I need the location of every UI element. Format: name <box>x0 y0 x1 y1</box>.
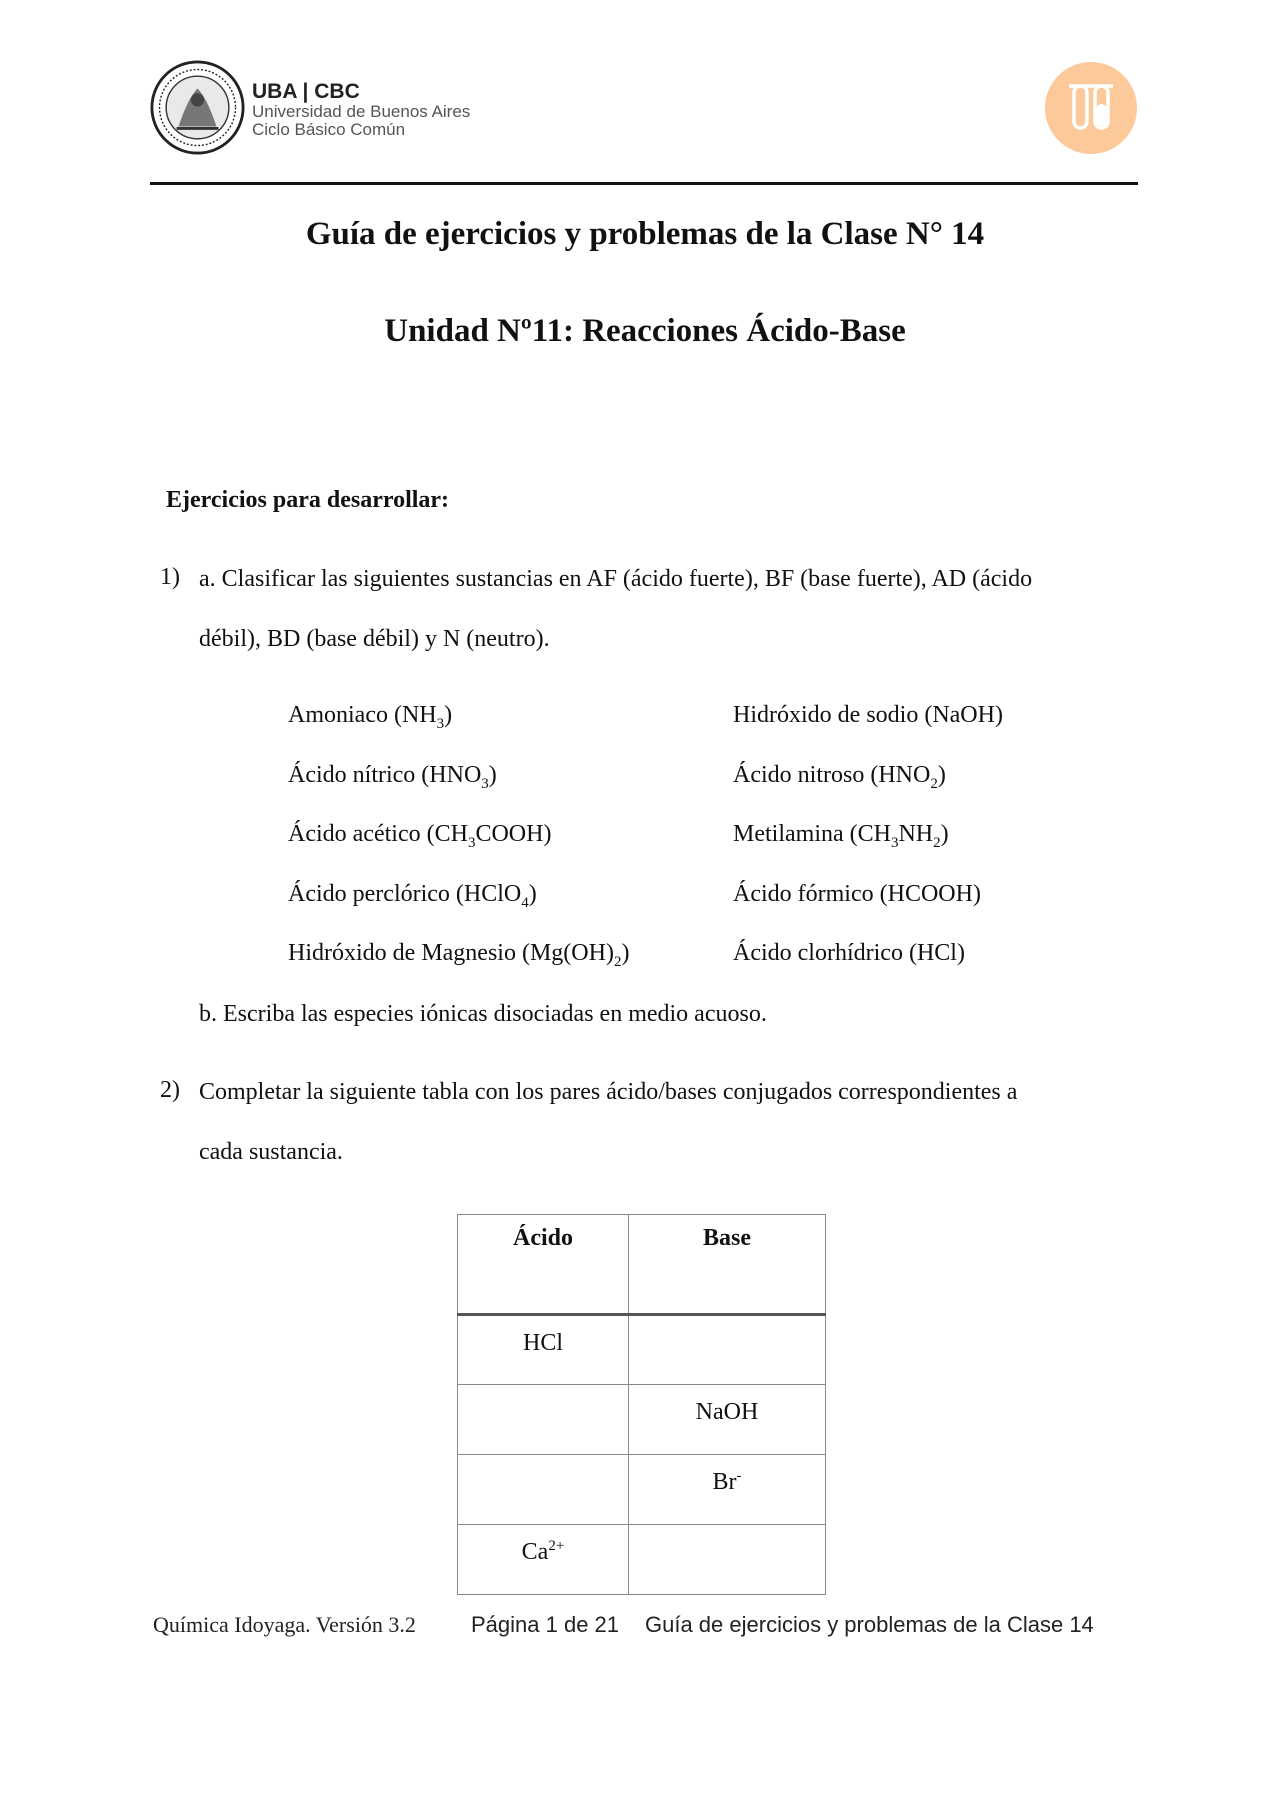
header-acid: Ácido <box>458 1215 629 1315</box>
footer-page-number: Página 1 de 21 <box>471 1612 620 1637</box>
base-cell[interactable] <box>629 1525 826 1595</box>
substance-item: Amoniaco $(NH_3)$ <box>288 702 453 732</box>
badge <box>1045 62 1137 154</box>
brand-line-1: Universidad de Buenos Aires <box>252 102 471 121</box>
acid-cell[interactable] <box>458 1455 629 1525</box>
acid-cell[interactable]: $Ca^{2+}$ <box>458 1525 629 1595</box>
substance-item: Ácido perclórico (HClO$_4$) <box>288 881 537 911</box>
brand-name: UBA | CBC <box>252 80 360 103</box>
table-row <box>458 1525 826 1595</box>
university-seal-icon <box>150 60 245 155</box>
substance-item: Ácido nitroso $(HNO_2)$ <box>733 762 946 792</box>
base-cell[interactable] <box>629 1315 826 1385</box>
acid-base-table <box>457 1214 826 1595</box>
substance-item: Metilamina $(CH_3NH_2)$ <box>733 821 949 851</box>
footer-right: Guía de ejercicios y problemas de la Clase 14 <box>645 1612 1094 1637</box>
acid-cell[interactable]: HCl <box>458 1315 629 1385</box>
base-cell[interactable]: Br- <box>629 1455 826 1525</box>
test-tubes-icon <box>1045 62 1137 154</box>
exercise-1a-line-2: débil), BD (base débil) y N (neutro). <box>199 626 550 652</box>
table-row <box>458 1315 826 1385</box>
table-row <box>458 1455 826 1525</box>
exercise-1a-line-1: a. Clasificar las siguientes sustancias en AF (ácido fuerte), BF (base fuerte), AD (ácido <box>199 566 1033 592</box>
table-row <box>458 1385 826 1455</box>
header-base: Base <box>629 1215 826 1315</box>
table-header-row <box>458 1215 826 1315</box>
acid-cell[interactable] <box>458 1385 629 1455</box>
base-cell[interactable]: NaOH <box>629 1385 826 1455</box>
page-title: Guía de ejercicios y problemas de la Clase N° 14 <box>305 216 985 252</box>
substance-item: Ácido acético $(CH_3COOH)$ <box>288 821 552 851</box>
exercise-2-line-1: Completar la siguiente tabla con los pares ácido/bases conjugados correspondientes a <box>199 1079 1018 1105</box>
section-heading: Ejercicios para desarrollar: <box>166 487 450 513</box>
substance-item: Ácido fórmico (HCOOH) <box>733 881 981 907</box>
footer-left: Química Idoyaga. Versión 3.2 <box>153 1612 416 1637</box>
exercise-1b: b. Escriba las especies iónicas disociadas en medio acuoso. <box>199 1001 767 1027</box>
unit-title: Unidad Nº11: Reacciones Ácido-Base <box>384 313 906 349</box>
substance-item: Ácido clorhídrico (HCl) <box>733 940 965 966</box>
brand-line-2: Ciclo Básico Común <box>252 120 406 139</box>
substance-item: Hidróxido de sodio (NaOH) <box>733 702 1003 728</box>
substance-item: Hidróxido de Magnesio $(Mg(OH)_2)$ <box>288 940 630 970</box>
exercise-2-line-2: cada sustancia. <box>199 1139 343 1165</box>
exercise-number: 2) <box>160 1077 180 1103</box>
substance-item: Ácido nítrico $(HNO_3)$ <box>288 762 497 792</box>
header-divider <box>150 182 1138 185</box>
exercise-number: 1) <box>160 564 180 590</box>
